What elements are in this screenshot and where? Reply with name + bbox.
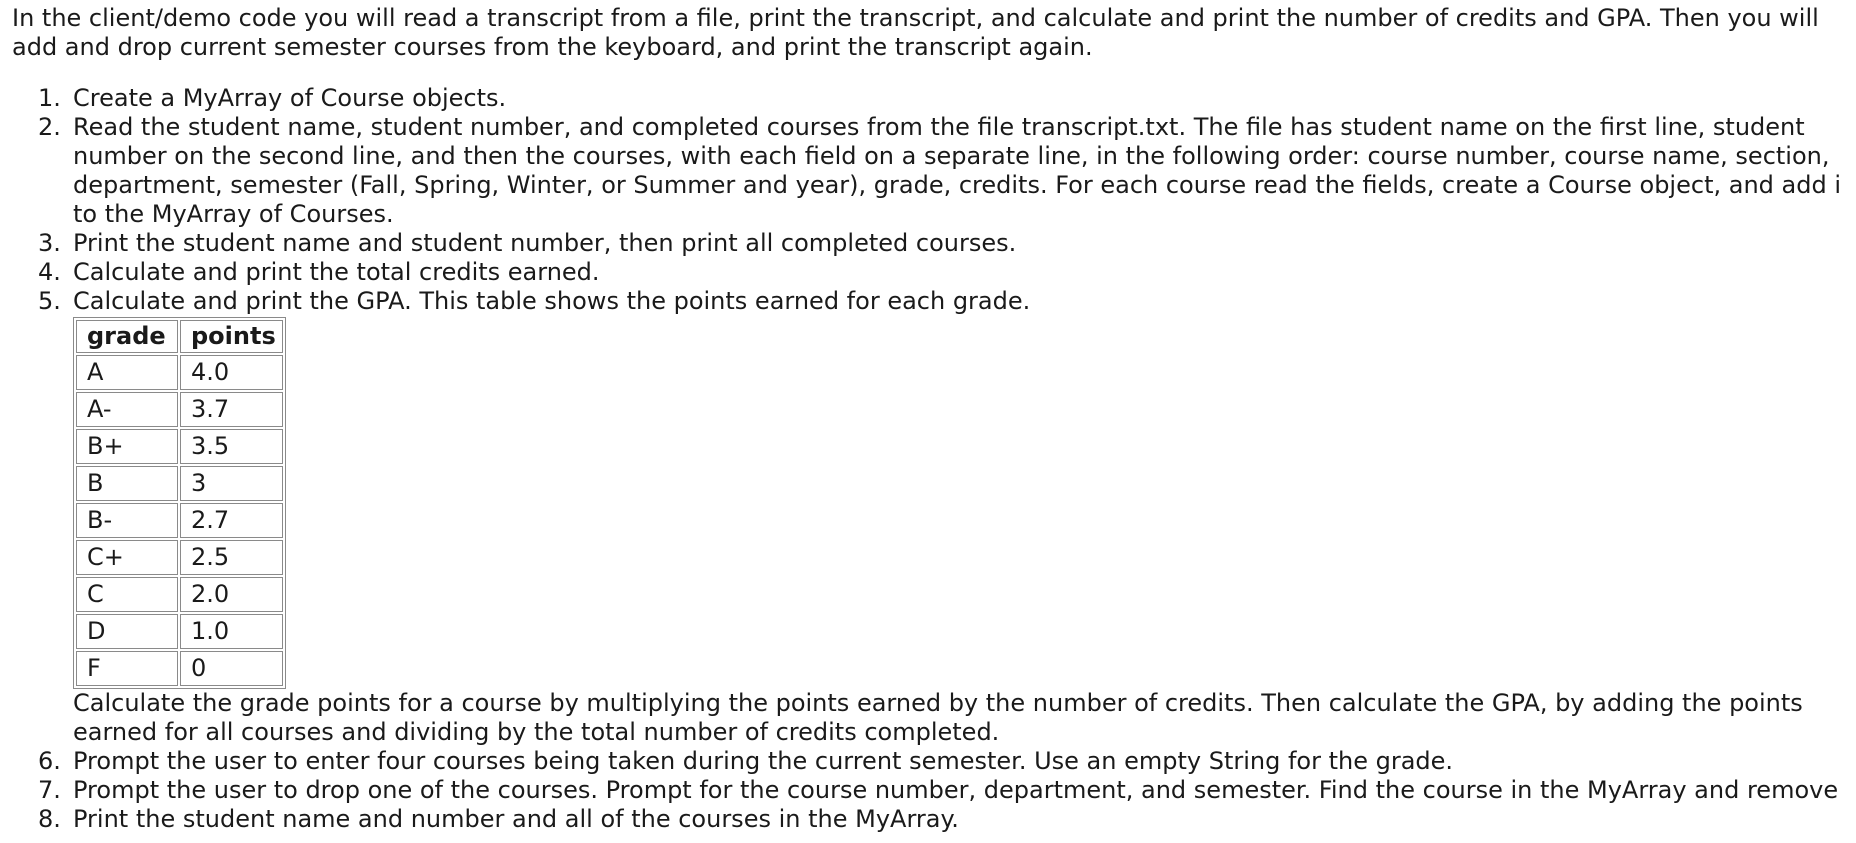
table-row	[76, 392, 283, 427]
table-header-row	[76, 320, 283, 353]
points-cell: 3	[180, 466, 283, 501]
step-number: 7.	[38, 776, 61, 804]
points-cell: 2.5	[180, 540, 283, 575]
step-text: earned for all courses and dividing by the total number of credits completed.	[73, 718, 1000, 746]
step-text: Calculate and print the total credits earned.	[73, 258, 600, 286]
grade-points-table	[73, 317, 286, 689]
intro-line: add and drop current semester courses from the keyboard, and print the transcript again.	[12, 33, 1093, 61]
step-text: number on the second line, and then the courses, with each field on a separate line, in the following order: course number, course name, section,	[73, 142, 1830, 170]
grade-cell: F	[76, 651, 178, 686]
table-row	[76, 429, 283, 464]
step-text: Create a MyArray of Course objects.	[73, 84, 507, 112]
column-header-grade: grade	[76, 320, 178, 353]
step-item-8	[0, 805, 1856, 834]
step-item-7	[0, 776, 1856, 805]
step-item-3	[0, 229, 1856, 258]
grade-cell: A	[76, 355, 178, 390]
step-number: 4.	[38, 258, 61, 286]
table-row	[76, 355, 283, 390]
points-cell: 2.0	[180, 577, 283, 612]
grade-cell: B	[76, 466, 178, 501]
table-row	[76, 466, 283, 501]
grade-cell: C	[76, 577, 178, 612]
points-cell: 4.0	[180, 355, 283, 390]
steps-list	[0, 84, 1856, 834]
step-text: Read the student name, student number, and completed courses from the file transcript.txt. The file has student name on the first line, student	[73, 113, 1805, 141]
step-number: 6.	[38, 747, 61, 775]
points-cell: 3.5	[180, 429, 283, 464]
points-cell: 1.0	[180, 614, 283, 649]
grade-cell: D	[76, 614, 178, 649]
points-cell: 2.7	[180, 503, 283, 538]
grade-cell: B+	[76, 429, 178, 464]
grade-cell: B-	[76, 503, 178, 538]
step-number: 2.	[38, 113, 61, 141]
intro-paragraph	[12, 4, 1848, 62]
table-row	[76, 614, 283, 649]
step-number: 5.	[38, 287, 61, 315]
step-text: Print the student name and number and all of the courses in the MyArray.	[73, 805, 959, 833]
step-text: Calculate the grade points for a course by multiplying the points earned by the number of credits. Then calculate the GPA, by adding the points	[73, 689, 1803, 717]
step-text: Prompt the user to drop one of the courses. Prompt for the course number, department, and semester. Find the course in the MyArray and remove	[73, 776, 1839, 804]
table-row	[76, 540, 283, 575]
step-number: 1.	[38, 84, 61, 112]
table-row	[76, 577, 283, 612]
step-number: 8.	[38, 805, 61, 833]
step-number: 3.	[38, 229, 61, 257]
step-text: Print the student name and student number, then print all completed courses.	[73, 229, 1017, 257]
step-item-4	[0, 258, 1856, 287]
column-header-points: points	[180, 320, 283, 353]
table-row	[76, 503, 283, 538]
points-cell: 3.7	[180, 392, 283, 427]
intro-line: In the client/demo code you will read a transcript from a file, print the transcript, and calculate and print the number of credits and GPA. Then you will	[12, 4, 1819, 32]
step-text: to the MyArray of Courses.	[73, 200, 394, 228]
points-cell: 0	[180, 651, 283, 686]
table-row	[76, 651, 283, 686]
step-text: Calculate and print the GPA. This table shows the points earned for each grade.	[73, 287, 1031, 315]
step-item-1	[0, 84, 1856, 113]
step-item-5	[0, 287, 1856, 747]
grade-cell: A-	[76, 392, 178, 427]
step-text: Prompt the user to enter four courses being taken during the current semester. Use an empty String for the grade.	[73, 747, 1454, 775]
grade-cell: C+	[76, 540, 178, 575]
step-item-6	[0, 747, 1856, 776]
step-item-2	[0, 113, 1856, 229]
step-text: department, semester (Fall, Spring, Winter, or Summer and year), grade, credits. For each course read the fields, create a Course object, and add i	[73, 171, 1841, 199]
